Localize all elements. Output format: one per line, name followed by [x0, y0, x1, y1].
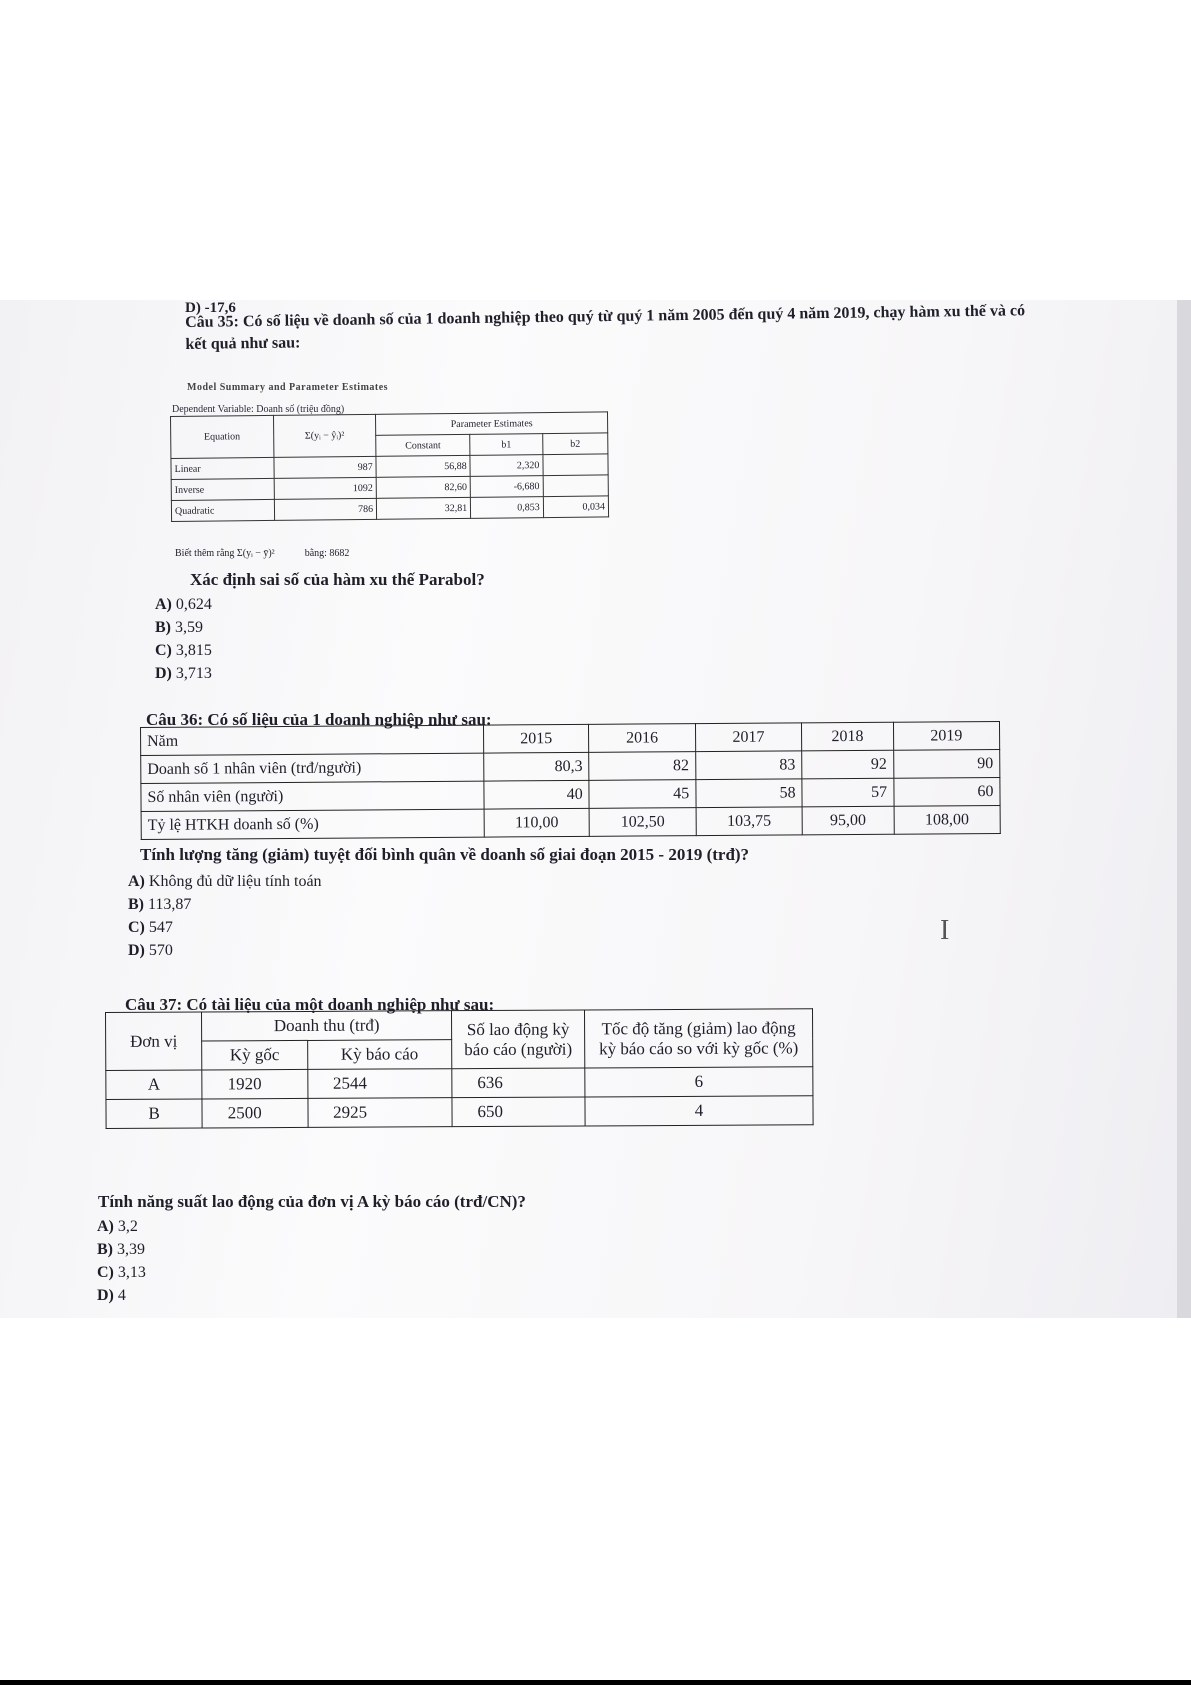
q35-cell-const: 56,88	[376, 455, 470, 477]
option-text: 113,87	[148, 896, 192, 913]
q37-header-unit: Đơn vị	[106, 1012, 203, 1071]
q36-cell: 40	[484, 780, 589, 809]
q35-dependent-variable: Dependent Variable: Doanh số (triệu đồng)	[172, 404, 345, 415]
q36-cell: 90	[893, 749, 1000, 778]
table-row	[171, 496, 608, 522]
q36-years-label: Năm	[141, 725, 484, 755]
q36-cell: 45	[589, 780, 696, 809]
q35-note-prefix: Biết thêm rằng Σ(yᵢ − ȳ)²	[175, 548, 275, 559]
option-text: 3,59	[175, 619, 203, 636]
q37-cell-unit: B	[106, 1099, 202, 1129]
option	[97, 1215, 146, 1238]
option	[155, 593, 212, 616]
q37-options	[97, 1215, 146, 1307]
q36-year: 2017	[695, 723, 802, 752]
q35-cell-sse: 786	[274, 498, 377, 520]
q36-cell: 103,75	[696, 807, 803, 836]
q36-row-label: Doanh số 1 nhân viên (trđ/người)	[141, 753, 484, 783]
option-text: 3,713	[175, 665, 212, 682]
q35-header-equation: Equation	[171, 415, 274, 458]
option-text: 3,13	[117, 1264, 146, 1281]
q35-label: Câu 35:	[185, 313, 240, 331]
previous-answer: D) -17,6	[185, 300, 236, 316]
q36-cell: 83	[695, 751, 802, 780]
q37-header-revenue: Doanh thu (trđ)	[202, 1011, 452, 1041]
option	[155, 616, 212, 639]
option-text: 3,2	[117, 1218, 138, 1235]
option-key: D)	[97, 1287, 114, 1304]
q36-cell: 92	[802, 750, 894, 779]
q35-header-b2: b2	[542, 433, 607, 455]
photo-edge	[1177, 300, 1191, 1318]
bottom-border	[0, 1680, 1191, 1685]
table-row	[106, 1067, 813, 1100]
option-key: B)	[155, 619, 171, 636]
option-key: C)	[155, 642, 172, 659]
option	[97, 1261, 146, 1284]
q37-cell-growth: 4	[585, 1096, 813, 1126]
q35-question: Xác định sai số của hàm xu thế Parabol?	[190, 570, 485, 589]
q35-header-constant: Constant	[376, 434, 470, 456]
option-key: D)	[155, 665, 172, 682]
option	[155, 639, 212, 662]
option-text: 0,624	[175, 596, 212, 613]
option-key: A)	[155, 596, 172, 613]
q37-cell-base: 1920	[202, 1069, 308, 1099]
text-cursor-icon: I	[940, 915, 950, 946]
q35-cell-b1: -6,680	[470, 476, 543, 498]
q37-cell-report: 2544	[307, 1069, 452, 1099]
q36-options	[128, 870, 322, 962]
q36-cell: 95,00	[802, 806, 894, 835]
q35-table	[170, 411, 609, 522]
option	[128, 916, 322, 939]
q36-year: 2018	[802, 722, 894, 751]
q35-cell-b1: 0,853	[471, 497, 544, 519]
option-text: 570	[148, 942, 173, 959]
q37-question: Tính năng suất lao động của đơn vị A kỳ báo cáo (trđ/CN)?	[98, 1192, 526, 1211]
q37-stem: Câu 37: Có tài liệu của một doanh nghiệp như sau:	[125, 995, 495, 1014]
q36-row-label: Số nhân viên (người)	[141, 781, 484, 811]
q35-cell-sse: 1092	[274, 477, 377, 499]
q36-question: Tính lượng tăng (giảm) tuyệt đối bình quân về doanh số giai đoạn 2015 - 2019 (trđ)?	[140, 845, 750, 864]
table-row	[141, 805, 1000, 839]
table-row	[106, 1096, 813, 1129]
option-text: Không đủ dữ liệu tính toán	[148, 873, 322, 890]
option-text: 3,39	[117, 1241, 145, 1258]
option-key: B)	[128, 896, 144, 913]
q36-row-label: Tỷ lệ HTKH doanh số (%)	[141, 809, 484, 839]
option	[128, 870, 322, 893]
q37-cell-labor: 636	[452, 1068, 585, 1098]
q36-stem: Câu 36: Có số liệu của 1 doanh nghiệp như sau:	[146, 710, 492, 729]
q35-cell-eq: Inverse	[171, 478, 274, 500]
option-key: C)	[97, 1264, 114, 1281]
q36-cell: 108,00	[894, 805, 1001, 834]
q37-header-report: Kỳ báo cáo	[307, 1040, 452, 1070]
option-key: A)	[128, 873, 145, 890]
option	[97, 1284, 146, 1307]
option-key: A)	[97, 1218, 114, 1235]
q37-cell-report: 2925	[308, 1098, 453, 1128]
q35-note	[175, 548, 349, 559]
q36-table	[140, 721, 1001, 840]
q35-model-title: Model Summary and Parameter Estimates	[187, 382, 389, 393]
q36-cell: 58	[696, 779, 803, 808]
option-text: 3,815	[175, 642, 212, 659]
q36-year: 2015	[483, 724, 588, 753]
option-text: 4	[117, 1287, 126, 1304]
q35-cell-eq: Quadratic	[171, 499, 274, 521]
q37-header-growth: Tốc độ tăng (giảm) lao động kỳ báo cáo so với kỳ gốc (%)	[584, 1009, 812, 1068]
q37-header-labor: Số lao động kỳ báo cáo (người)	[451, 1010, 584, 1069]
q36-cell: 110,00	[484, 808, 589, 837]
q37-cell-unit: A	[106, 1070, 202, 1100]
q36-cell: 82	[589, 752, 696, 781]
q37-cell-labor: 650	[452, 1097, 585, 1127]
option	[128, 893, 322, 916]
option	[128, 939, 322, 962]
exam-photo	[0, 300, 1191, 1318]
q37-header-base: Kỳ gốc	[202, 1040, 308, 1070]
q37-table	[105, 1008, 814, 1129]
q35-stem	[185, 300, 1046, 356]
q35-header-sse: Σ(yᵢ − ŷᵢ)²	[273, 414, 376, 457]
q36-cell: 102,50	[589, 808, 696, 837]
q35-cell-b2: 0,034	[543, 496, 608, 518]
q35-cell-b2	[543, 475, 608, 497]
q35-cell-b1: 2,320	[470, 455, 543, 477]
option	[97, 1238, 146, 1261]
q35-options	[155, 593, 212, 685]
q35-note-suffix: bằng: 8682	[304, 548, 350, 559]
q36-cell: 57	[802, 778, 894, 807]
q37-cell-growth: 6	[585, 1067, 813, 1097]
q35-header-param: Parameter Estimates	[376, 412, 608, 435]
option-text: 547	[148, 919, 173, 936]
q35-cell-sse: 987	[274, 456, 377, 478]
option-key: B)	[97, 1241, 113, 1258]
q35-header-b1: b1	[470, 434, 543, 456]
q35-cell-const: 32,81	[377, 497, 471, 519]
q35-cell-const: 82,60	[376, 476, 470, 498]
option-key: C)	[128, 919, 145, 936]
q36-year: 2019	[893, 721, 1000, 750]
q36-year: 2016	[589, 724, 696, 753]
q35-cell-eq: Linear	[171, 457, 274, 479]
q36-cell: 80,3	[484, 752, 589, 781]
q35-stem-text: Có số liệu về doanh số của 1 doanh nghiệp theo quý từ quý 1 năm 2005 đến quý 4 năm 2019, chạy hàm xu thế và có kết quả như sau:	[185, 302, 1026, 353]
q36-cell: 60	[893, 777, 1000, 806]
q35-cell-b2	[543, 454, 608, 476]
option	[155, 662, 212, 685]
option-key: D)	[128, 942, 145, 959]
q37-cell-base: 2500	[202, 1098, 308, 1128]
